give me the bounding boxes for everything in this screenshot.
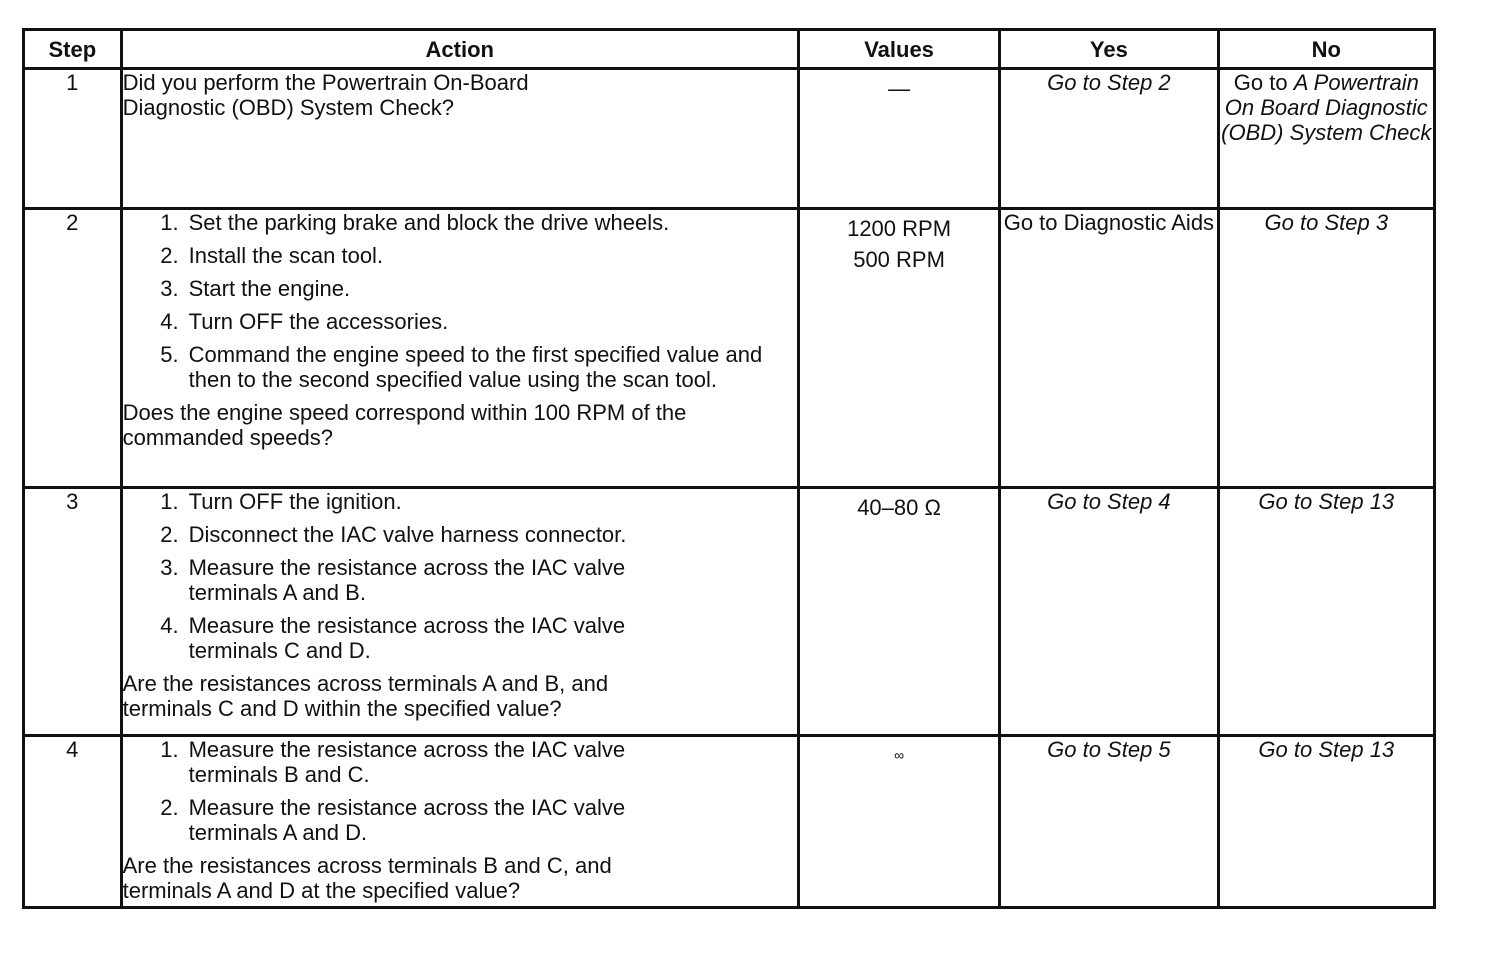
no-cell bbox=[1218, 69, 1434, 209]
action-question: Does the engine speed correspond within 100 RPM of the commanded speeds? bbox=[122, 400, 687, 450]
action-question: Are the resistances across terminals A and B, and terminals C and D within the specified value? bbox=[122, 671, 609, 721]
value-text: ∞ bbox=[894, 747, 905, 763]
list-item: 4. Turn OFF the accessories. bbox=[160, 309, 449, 334]
action-question: Did you perform the Powertrain On-Board Diagnostic (OBD) System Check? bbox=[122, 70, 529, 120]
action-cell bbox=[121, 736, 798, 908]
header-values: Values bbox=[798, 30, 999, 69]
value-text: 1200 RPM bbox=[847, 216, 952, 241]
step-number: 1 bbox=[24, 69, 122, 209]
list-item: 2. Disconnect the IAC valve harness connector. bbox=[160, 522, 627, 547]
list-item: 5. Command the engine speed to the first specified value and then to the second specified value using the scan tool. bbox=[160, 342, 763, 392]
value-text: 500 RPM bbox=[853, 247, 945, 272]
list-item: 1. Set the parking brake and block the drive wheels. bbox=[160, 210, 670, 235]
list-item: 4. Measure the resistance across the IAC valve terminals C and D. bbox=[160, 613, 626, 663]
action-step-list bbox=[123, 737, 797, 845]
step-number: 2 bbox=[24, 209, 122, 488]
no-link-text: A Powertrain On Board Diagnostic (OBD) System Check bbox=[1221, 70, 1432, 145]
yes-cell: Go to Diagnostic Aids bbox=[1000, 209, 1218, 488]
list-item: 2. Install the scan tool. bbox=[160, 243, 384, 268]
list-item: 3. Start the engine. bbox=[160, 276, 351, 301]
table-row bbox=[24, 69, 1435, 209]
value-text: — bbox=[888, 76, 911, 101]
list-item: 3. Measure the resistance across the IAC valve terminals A and B. bbox=[160, 555, 626, 605]
action-question: Are the resistances across terminals B and C, and terminals A and D at the specified value? bbox=[122, 853, 612, 903]
yes-cell: Go to Step 5 bbox=[1000, 736, 1218, 908]
no-cell: Go to Step 3 bbox=[1218, 209, 1434, 488]
diagnostic-table bbox=[22, 28, 1436, 909]
action-cell bbox=[121, 209, 798, 488]
action-cell bbox=[121, 488, 798, 736]
list-item: 1. Measure the resistance across the IAC valve terminals B and C. bbox=[160, 737, 626, 787]
no-cell: Go to Step 13 bbox=[1218, 488, 1434, 736]
step-number: 4 bbox=[24, 736, 122, 908]
header-step: Step bbox=[24, 30, 122, 69]
table-row bbox=[24, 488, 1435, 736]
no-cell: Go to Step 13 bbox=[1218, 736, 1434, 908]
action-step-list bbox=[123, 489, 797, 663]
yes-cell: Go to Step 4 bbox=[1000, 488, 1218, 736]
table-row bbox=[24, 209, 1435, 488]
list-item: 1. Turn OFF the ignition. bbox=[160, 489, 402, 514]
header-yes: Yes bbox=[1000, 30, 1218, 69]
values-cell bbox=[798, 736, 999, 908]
step-number: 3 bbox=[24, 488, 122, 736]
header-action: Action bbox=[121, 30, 798, 69]
values-cell bbox=[798, 69, 999, 209]
table-row bbox=[24, 736, 1435, 908]
no-prefix: Go to bbox=[1233, 70, 1294, 95]
yes-cell: Go to Step 2 bbox=[1000, 69, 1218, 209]
header-row bbox=[24, 30, 1435, 69]
values-cell bbox=[798, 488, 999, 736]
action-step-list bbox=[123, 210, 797, 392]
values-cell bbox=[798, 209, 999, 488]
header-no: No bbox=[1218, 30, 1434, 69]
list-item: 2. Measure the resistance across the IAC valve terminals A and D. bbox=[160, 795, 626, 845]
value-text: 40–80 Ω bbox=[857, 495, 941, 520]
action-cell bbox=[121, 69, 798, 209]
